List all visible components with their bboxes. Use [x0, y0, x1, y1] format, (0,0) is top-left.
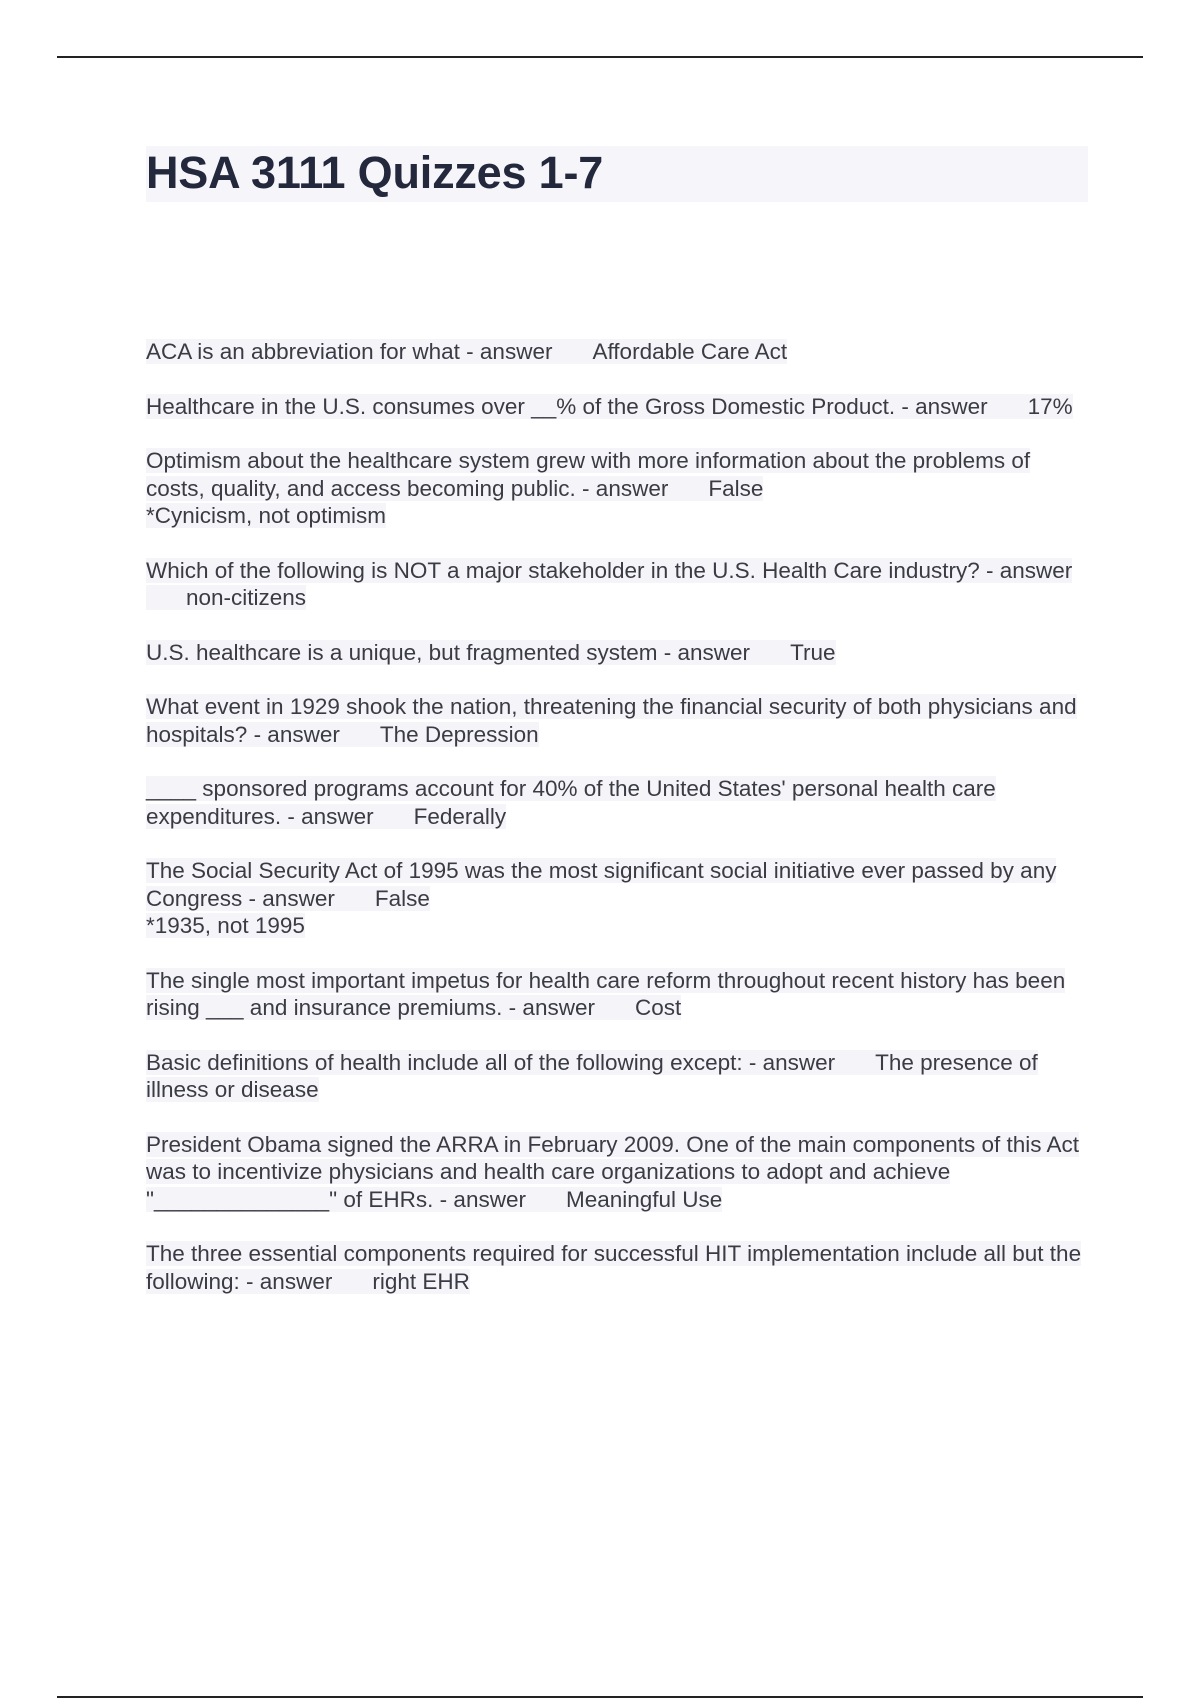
qa-item — [146, 639, 1086, 667]
qa-line — [146, 558, 1072, 611]
qa-line — [146, 1050, 1038, 1103]
question-text: U.S. healthcare is a unique, but fragmented system - answer — [146, 639, 751, 665]
question-text: The single most important impetus for health care reform throughout recent history has been rising ___ and insurance premiums. - answer — [146, 967, 1066, 1020]
answer-text: Meaningful Use — [565, 1186, 723, 1212]
answer-text: Federally — [413, 803, 507, 829]
answer-text: The presence of illness or disease — [146, 1049, 1038, 1102]
qa-line — [146, 394, 1073, 419]
qa-line — [146, 448, 1030, 501]
document-title: HSA 3111 Quizzes 1-7 — [146, 147, 604, 198]
question-text: The Social Security Act of 1995 was the most significant social initiative ever passed by any Congress - answer — [146, 858, 1057, 911]
qa-line — [146, 858, 1056, 911]
answer-text: False — [708, 475, 764, 501]
qa-line — [146, 1132, 1079, 1212]
question-text: Optimism about the healthcare system grew with more information about the problems of costs, quality, and access becoming public. - answer — [146, 448, 1031, 501]
qa-line — [146, 968, 1065, 1021]
qa-item — [146, 693, 1086, 748]
qa-item — [146, 1240, 1086, 1295]
qa-item — [146, 967, 1086, 1022]
answer-text: right EHR — [372, 1268, 470, 1294]
qa-item — [146, 393, 1086, 421]
qa-item — [146, 857, 1086, 940]
question-text: Basic definitions of health include all of the following except: - answer — [146, 1049, 836, 1075]
answer-note: *1935, not 1995 — [146, 913, 305, 938]
qa-item — [146, 447, 1086, 530]
qa-item — [146, 1131, 1086, 1214]
answer-text: True — [790, 639, 836, 665]
qa-item — [146, 775, 1086, 830]
qa-item — [146, 1049, 1086, 1104]
question-text: Which of the following is NOT a major stakeholder in the U.S. Health Care industry? - answer — [146, 557, 1073, 583]
question-text: ACA is an abbreviation for what - answer — [146, 339, 553, 364]
question-text: What event in 1929 shook the nation, threatening the financial security of both physicians and hospitals? - answer — [146, 694, 1077, 747]
qa-line — [146, 694, 1077, 747]
header-rule — [57, 56, 1143, 58]
qa-line — [146, 1241, 1081, 1294]
qa-line — [146, 776, 996, 829]
answer-text: Affordable Care Act — [592, 339, 788, 364]
qa-item — [146, 557, 1086, 612]
qa-line — [146, 339, 787, 364]
qa-item — [146, 338, 1086, 366]
answer-text: False — [374, 885, 430, 911]
question-text: Healthcare in the U.S. consumes over __% of the Gross Domestic Product. - answer — [146, 393, 988, 419]
answer-text: Cost — [634, 995, 682, 1020]
answer-note: *Cynicism, not optimism — [146, 503, 387, 528]
question-text: ____ sponsored programs account for 40% of the United States' personal health care expenditures. - answer — [146, 776, 996, 829]
answer-text: non-citizens — [186, 585, 307, 610]
question-text: President Obama signed the ARRA in February 2009. One of the main components of this Act was to incentivize physicians and health care organizations to adopt and achieve "______________" of EHRs. - answer — [146, 1131, 1080, 1212]
answer-text: The Depression — [379, 721, 539, 747]
question-list — [146, 338, 1086, 1322]
answer-text: 17% — [1027, 393, 1073, 419]
footer-rule — [57, 1696, 1143, 1698]
qa-line — [146, 640, 836, 665]
question-text: The three essential components required for successful HIT implementation include all but the following: - answer — [146, 1241, 1082, 1294]
